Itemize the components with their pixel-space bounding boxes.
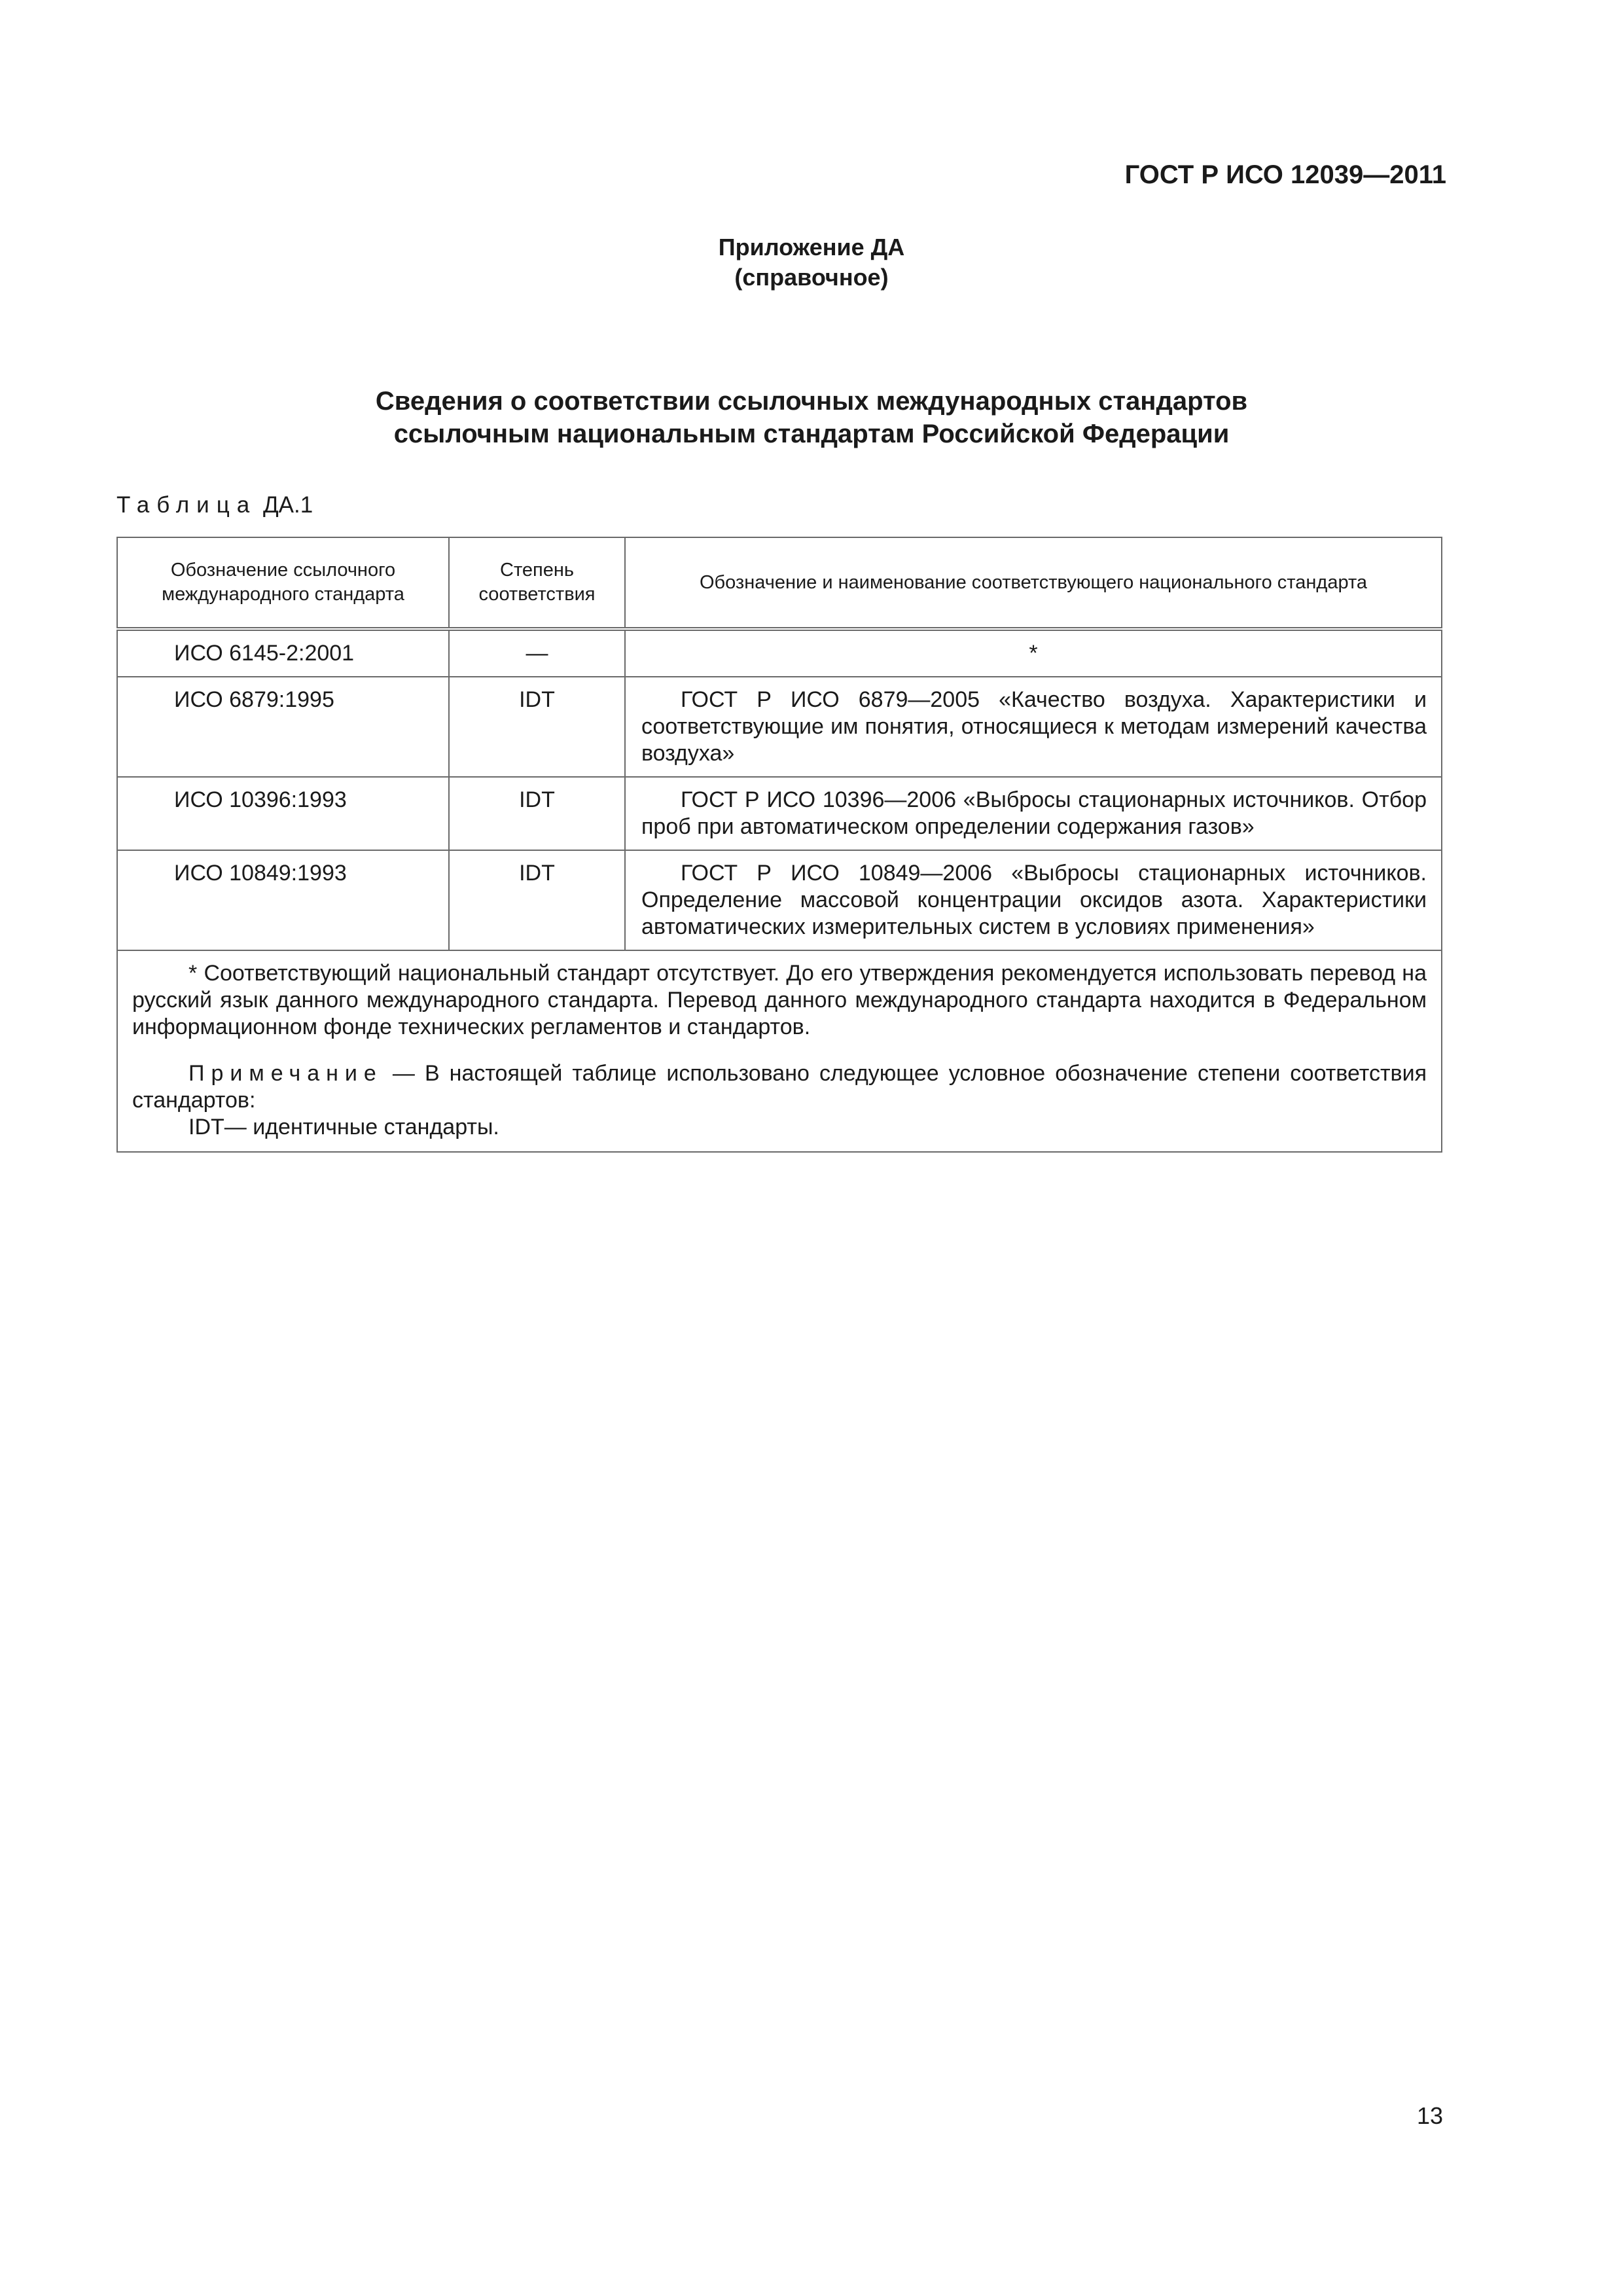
table-notes-row (117, 950, 1442, 1152)
table-row (117, 677, 1442, 777)
page-number: 13 (1416, 2102, 1443, 2129)
table-note (132, 1060, 1427, 1114)
appendix-title: Приложение ДА (718, 234, 905, 260)
cell-national-standard: ГОСТ Р ИСО 6879—2005 «Качество воздуха. Характеристики и соответствующие им понятия, относящиеся к методам измерений качества воздуха» (625, 677, 1442, 777)
cell-degree: IDT (449, 677, 625, 777)
header-national-standard: Обозначение и наименование соответствующего национального стандарта (625, 537, 1442, 629)
cell-national-standard: ГОСТ Р ИСО 10849—2006 «Выбросы стационарных источников. Определение массовой концентрации оксидов азота. Характеристики автоматических измерительных систем в условиях применения» (625, 850, 1442, 950)
cell-national-standard: * (625, 629, 1442, 677)
appendix-subtitle: (справочное) (734, 264, 889, 291)
table-caption-word: Таблица (116, 492, 257, 518)
table-header-row (117, 537, 1442, 629)
correspondence-table (116, 537, 1442, 1153)
header-degree: Степень соответствия (449, 537, 625, 629)
cell-intl-standard: ИСО 10849:1993 (117, 850, 449, 950)
table-caption-number: ДА.1 (262, 492, 313, 518)
table-caption (116, 492, 313, 518)
section-title (0, 385, 1623, 450)
cell-degree: IDT (449, 777, 625, 850)
note-text: — В настоящей таблице использовано следующее условное обозначение степени соответствия стандартов: (132, 1061, 1427, 1113)
cell-intl-standard: ИСО 10396:1993 (117, 777, 449, 850)
section-title-line-2: ссылочным национальным стандартам Российской Федерации (393, 420, 1230, 448)
table-row (117, 850, 1442, 950)
table-row (117, 629, 1442, 677)
section-title-line-1: Сведения о соответствии ссылочных международных стандартов (375, 387, 1248, 416)
appendix-heading (0, 232, 1623, 293)
note-item: IDT— идентичные стандарты. (188, 1115, 499, 1139)
table-row (117, 777, 1442, 850)
cell-national-standard: ГОСТ Р ИСО 10396—2006 «Выбросы стационарных источников. Отбор проб при автоматическом определении содержания газов» (625, 777, 1442, 850)
document-code: ГОСТ Р ИСО 12039—2011 (1124, 160, 1446, 189)
cell-intl-standard: ИСО 6879:1995 (117, 677, 449, 777)
table-notes-cell (117, 950, 1442, 1152)
cell-degree: IDT (449, 850, 625, 950)
note-label: Примечание (188, 1061, 383, 1086)
table-footnote: * Соответствующий национальный стандарт отсутствует. До его утверждения рекомендуется использовать перевод на русский язык данного международного стандарта. Перевод данного международного стандарта находится в Федеральном информационном фонде технических регламентов и стандартов. (132, 961, 1427, 1039)
header-intl-standard: Обозначение ссылочного международного стандарта (117, 537, 449, 629)
cell-intl-standard: ИСО 6145-2:2001 (117, 629, 449, 677)
cell-degree: — (449, 629, 625, 677)
